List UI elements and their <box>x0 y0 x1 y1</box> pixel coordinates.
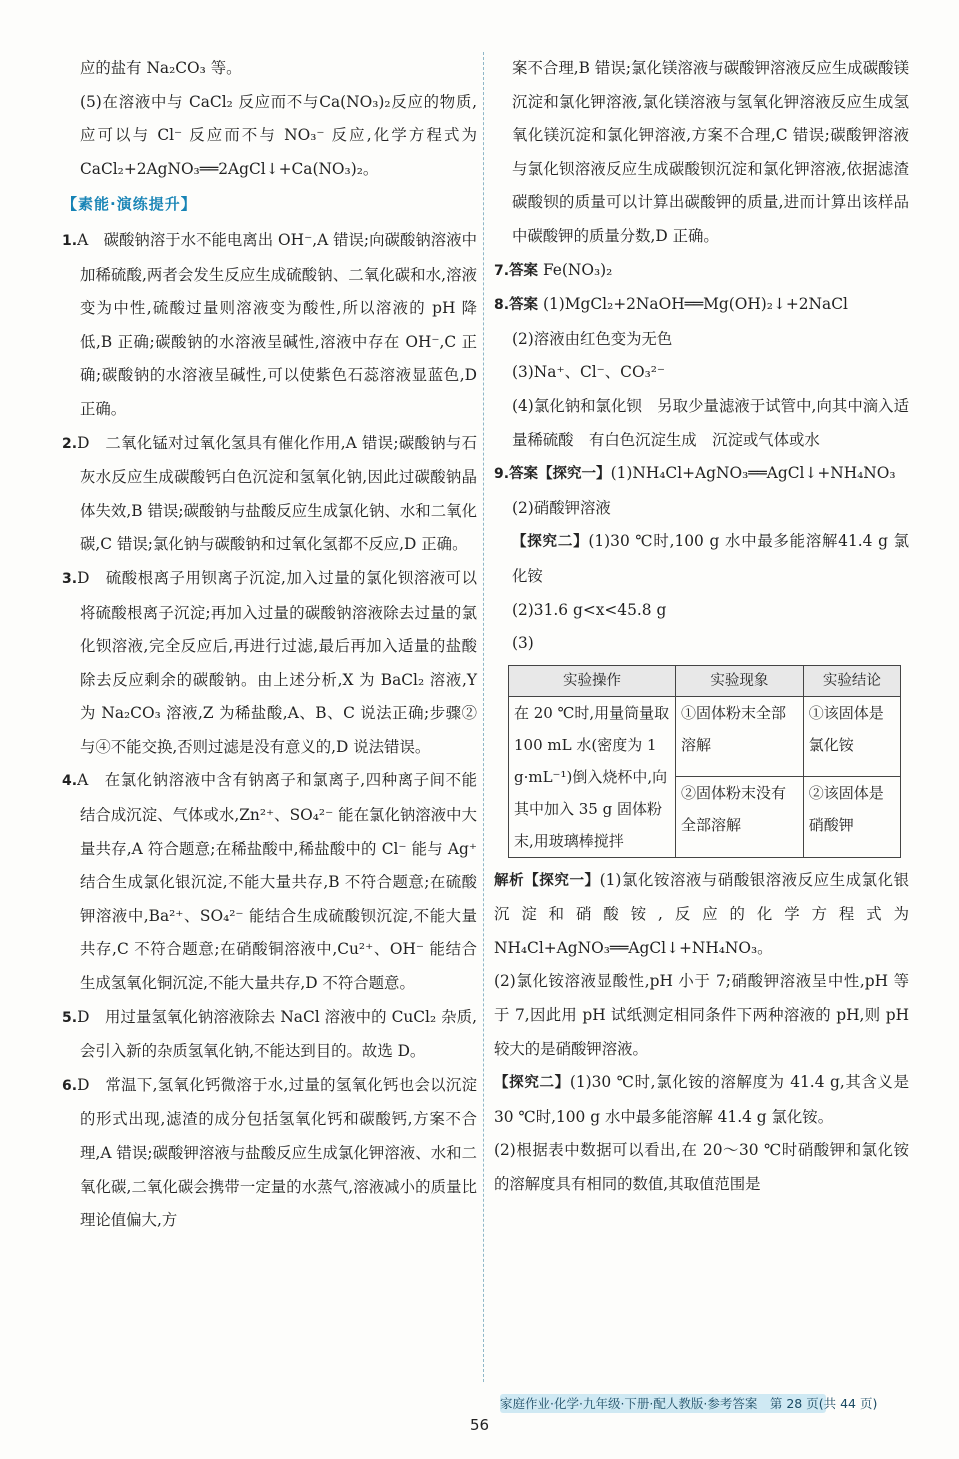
analysis-paragraph: (2)氯化铵溶液显酸性,pH 小于 7;硝酸钾溶液呈中性,pH 等于 7,因此用 pH 试纸测定相同条件下两种溶液的 pH,则 pH 较大的是硝酸钾溶液。 <box>494 972 909 1058</box>
part-tag: 【探究一】 <box>538 466 611 483</box>
table-cell-conclusion: ②该固体是硝酸钾 <box>803 777 900 858</box>
answer-line: (3) <box>512 634 534 653</box>
answer-text: A 在氯化钠溶液中含有钠离子和氯离子,四种离子间不能结合成沉淀、气体或水,Zn²⁺、SO₄²⁻ 能在氯化钠溶液中大量共存,A 符合题意;在稀盐酸中,稀盐酸中的 Cl⁻ 能与 Ag⁺ 结合生成氯化银沉淀,不能大量共存,B 不符合题意;在硫酸钾溶液中,Ba²⁺、SO₄²⁻ 能结合生成硫酸钡沉淀,不能大量共存,C 不符合题意;在硝酸铜溶液中,Cu²⁺、OH⁻ 能结合生成氢氧化铜沉淀,不能大量共存,D 不符合题意。 <box>77 771 477 993</box>
table-cell-operation: 在 20 ℃时,用量筒量取 100 mL 水(密度为 1 g·mL⁻¹)倒入烧杯中,向其中加入 35 g 固体粉末,用玻璃棒搅拌 <box>509 696 676 857</box>
part-tag: 【探究二】 <box>512 534 589 551</box>
analysis-paragraph: (2)根据表中数据可以看出,在 20～30 ℃时硝酸钾和氯化铵的溶解度具有相同的数值,其取值范围是 <box>494 1141 909 1194</box>
question-number: 2. <box>62 435 78 452</box>
answer-line: (2)硝酸钾溶液 <box>512 498 611 517</box>
answer-item <box>62 1069 477 1238</box>
analysis-paragraph <box>494 864 909 966</box>
answer-item <box>62 764 477 1000</box>
table-row <box>509 696 901 777</box>
answer-label: 答案 <box>509 297 539 314</box>
part-tag: 【探究二】 <box>494 1075 570 1092</box>
question-number: 5. <box>62 1009 78 1026</box>
paragraph: (5)在溶液中与 CaCl₂ 反应而不与Ca(NO₃)₂反应的物质,应可以与 Cl⁻ 反应而不与 NO₃⁻ 反应,化学方程式为 CaCl₂+2AgNO₃══2AgCl↓+Ca(NO₃)₂。 <box>80 92 477 178</box>
answer-item <box>494 288 909 323</box>
analysis-label: 解析 <box>494 872 525 889</box>
answer-item <box>62 1001 477 1069</box>
table-header: 实验结论 <box>803 665 900 696</box>
answer-text: D 常温下,氢氧化钙微溶于水,过量的氢氧化钙也会以沉淀的形式出现,滤渣的成分包括氢氧化钙和碳酸钙,方案不合理,A 错误;碳酸钾溶液与盐酸反应生成氯化钾溶液、水和二氧化碳,二氧化碳会携带一定量的水蒸气,溶液减小的质量比理论值偏大,方 <box>77 1075 477 1230</box>
answer-item <box>494 457 909 492</box>
question-number: 3. <box>62 570 78 587</box>
answer-item <box>494 254 909 289</box>
analysis-text: (1)30 ℃时,氯化铵的溶解度为 41.4 g,其含义是 30 ℃时,100 g 水中最多能溶解 41.4 g 氯化铵。 <box>494 1073 909 1126</box>
section-title: 【素能·演练提升】 <box>62 195 197 214</box>
question-number: 8. <box>494 297 510 314</box>
answer-line: (2)31.6 g<x<45.8 g <box>512 600 667 619</box>
answer-text: D 二氧化锰对过氧化氢具有催化作用,A 错误;碳酸钠与石灰水反应生成碳酸钙白色沉淀和氢氧化钠,因此过碳酸钠晶体失效,B 错误;碳酸钠与盐酸反应生成氯化钠、水和二氧化碳,C 错误;氯化钠与碳酸钠和过氧化氢都不反应,D 正确。 <box>77 433 477 554</box>
question-number: 6. <box>62 1077 78 1094</box>
right-column <box>494 52 909 1202</box>
part-tag: 【探究一】 <box>524 872 600 889</box>
table-header: 实验现象 <box>676 665 804 696</box>
question-number: 7. <box>494 262 510 279</box>
answer-text: (1)NH₄Cl+AgNO₃══AgCl↓+NH₄NO₃ <box>610 464 896 483</box>
page-footer: 家庭作业·化学·九年级·下册·配人教版·参考答案 第 28 页(共 44 页) <box>500 1396 878 1411</box>
analysis-paragraph <box>494 1066 909 1134</box>
question-number: 9. <box>494 466 510 483</box>
answer-text: (1)30 ℃时,100 g 水中最多能溶解41.4 g 氯化铵 <box>512 532 910 585</box>
section-heading <box>62 186 477 224</box>
paragraph: 案不合理,B 错误;氯化镁溶液与碳酸钾溶液反应生成碳酸镁沉淀和氯化钾溶液,氯化镁溶液与氢氧化钾溶液反应生成氢氧化镁沉淀和氯化钾溶液,方案不合理,C 错误;碳酸钾溶液与氯化钡溶液反应生成碳酸钡沉淀和氯化钾溶液,依据滤渣碳酸钡的质量可以计算出碳酸钾的质量,进而计算出该样品中碳酸钾的质量分数,D 正确。 <box>512 59 909 245</box>
table-header-row <box>509 665 901 696</box>
answer-label: 答案 <box>509 262 539 279</box>
table-cell-phenomenon: ②固体粉末没有全部溶解 <box>676 777 804 858</box>
answer-item <box>62 427 477 562</box>
question-number: 1. <box>62 232 78 249</box>
analysis-text: (1)氯化铵溶液与硝酸银溶液反应生成氯化银沉淀和硝酸铵,反应的化学方程式为 NH₄Cl+AgNO₃══AgCl↓+NH₄NO₃。 <box>494 870 910 957</box>
answer-label: 答案 <box>509 466 539 483</box>
column-divider <box>483 52 484 1382</box>
table-header: 实验操作 <box>509 665 676 696</box>
table-cell-phenomenon: ①固体粉末全部溶解 <box>676 696 804 777</box>
answer-line: (2)溶液由红色变为无色 <box>512 329 673 348</box>
left-column <box>62 52 477 1238</box>
answer-line: (4)氯化钠和氯化钡 另取少量滤液于试管中,向其中滴入适量稀硫酸 有白色沉淀生成 沉淀或气体或水 <box>512 396 909 449</box>
answer-item <box>62 562 477 765</box>
answer-text: D 硫酸根离子用钡离子沉淀,加入过量的氯化钡溶液可以将硫酸根离子沉淀;再加入过量的碳酸钠溶液除去过量的氯化钡溶液,完全反应后,再进行过滤,最后再加入适量的盐酸除去反应剩余的碳酸钠。由上述分析,X 为 BaCl₂ 溶液,Y 为 Na₂CO₃ 溶液,Z 为稀盐酸,A、B、C 说法正确;步骤②与④不能交换,否则过滤是没有意义的,D 说法错误。 <box>77 568 477 756</box>
experiment-table <box>508 665 901 858</box>
answer-text: (1)MgCl₂+2NaOH══Mg(OH)₂↓+2NaCl <box>542 295 848 314</box>
page-number: 56 <box>469 1416 490 1434</box>
answer-text: Fe(NO₃)₂ <box>542 260 613 279</box>
answer-item <box>62 224 477 427</box>
table-cell-conclusion: ①该固体是氯化铵 <box>803 696 900 777</box>
answer-line <box>494 525 909 593</box>
question-number: 4. <box>62 773 78 790</box>
paragraph: 应的盐有 Na₂CO₃ 等。 <box>80 59 242 77</box>
answer-text: D 用过量氢氧化钠溶液除去 NaCl 溶液中的 CuCl₂ 杂质,会引入新的杂质氢氧化钠,不能达到目的。故选 D。 <box>77 1007 477 1061</box>
answer-line: (3)Na⁺、Cl⁻、CO₃²⁻ <box>512 363 666 382</box>
answer-text: A 碳酸钠溶于水不能电离出 OH⁻,A 错误;向碳酸钠溶液中加稀硫酸,两者会发生反应生成硫酸钠、二氧化碳和水,溶液变为中性,硫酸过量则溶液变为酸性,所以溶液的 pH 降低,B 正确;碳酸钠的水溶液呈碱性,溶液中存在 OH⁻,C 正确;碳酸钠的水溶液呈碱性,可以使紫色石蕊溶液显蓝色,D 正确。 <box>77 230 477 418</box>
